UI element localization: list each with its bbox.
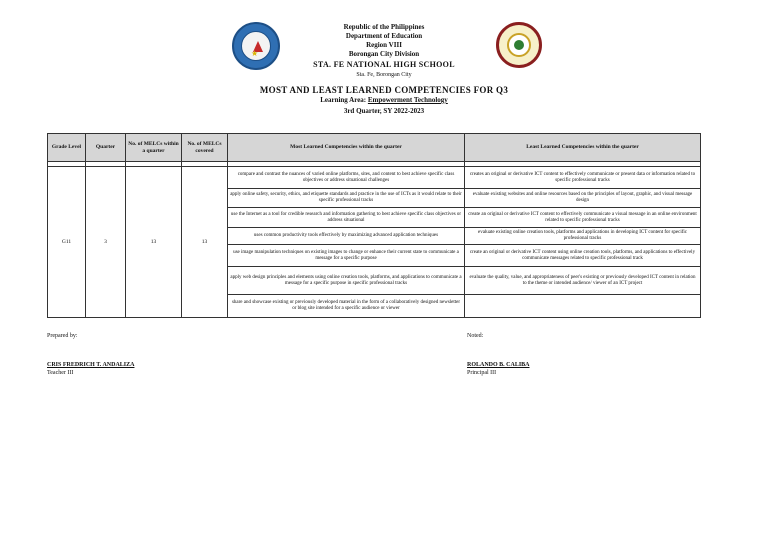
- header-least-learned: Least Learned Competencies within the quarter: [465, 134, 701, 162]
- cell-least-learned: creates an original or derivative ICT content to effectively communicate or present data or information related to specific professional tracks: [465, 167, 701, 189]
- cell-least-learned: evaluate existing websites and online resources based on the principles of layout, graphic, and visual message design: [465, 189, 701, 208]
- document-title: MOST AND LEAST LEARNED COMPETENCIES FOR Q3: [259, 85, 509, 95]
- header-department: Department of Education: [345, 32, 423, 40]
- noted-by-name: ROLANDO B. CALIBA: [467, 362, 530, 368]
- prepared-by-label: Prepared by:: [47, 333, 78, 339]
- cell-melcs-covered: 13: [182, 167, 228, 318]
- prepared-by-title: Teacher III: [47, 370, 74, 376]
- cell-most-learned: use the Internet as a tool for credible research and information gathering to best achieve specific class objectives or address situational: [228, 208, 465, 228]
- header-melcs-covered: No. of MELCs covered: [182, 134, 228, 162]
- header-quarter: Quarter: [86, 134, 126, 162]
- noted-label: Noted:: [467, 333, 484, 339]
- cell-most-learned: apply web design principles and elements using online creation tools, platforms, and applications to communicate a message for a specific purpose in specific professional tracks: [228, 267, 465, 295]
- header-region: Region VIII: [366, 41, 402, 49]
- learning-area: [0, 97, 768, 104]
- cell-most-learned: compare and contrast the nuances of varied online platforms, sites, and content to best achieve specific class objectives or address situational challenges: [228, 167, 465, 189]
- cell-least-learned: [465, 295, 701, 318]
- cell-least-learned: create an original or derivative ICT content using online creation tools, platforms, and applications to effectively communicate messages related to specific professional track: [465, 245, 701, 267]
- cell-grade-level: G11: [48, 167, 86, 318]
- quarter-period: 3rd Quarter, SY 2022-2023: [343, 107, 425, 115]
- header-grade-level: Grade Level: [48, 134, 86, 162]
- table-header-row: [48, 134, 701, 162]
- cell-quarter: 3: [86, 167, 126, 318]
- cell-least-learned: create an original or derivative ICT content to effectively communicate a visual message in an online environment related to specific professional tracks: [465, 208, 701, 228]
- cell-most-learned: use image manipulation techniques on existing images to change or enhance their current state to communicate a message for a specific purpose: [228, 245, 465, 267]
- cell-most-learned: apply online safety, security, ethics, and etiquette standards and practice in the use of ICTs as it would relate to their specific professional tracks: [228, 189, 465, 208]
- header-address: Sta. Fe, Borongan City: [356, 72, 412, 78]
- cell-least-learned: evaluate existing online creation tools, platforms and applications in developing ICT content for specific professional tracks: [465, 228, 701, 245]
- cell-least-learned: evaluate the quality, value, and appropriateness of peer's existing or previously developed ICT content in relation to the theme or intended audience/ viewer of an ICT project: [465, 267, 701, 295]
- cell-melcs-within: 13: [126, 167, 182, 318]
- header-most-learned: Most Learned Competencies within the quarter: [228, 134, 465, 162]
- prepared-by-name: CRIS FREDRICH T. ANDALIZA: [47, 362, 135, 368]
- learning-area-label: Learning Area:: [320, 96, 368, 104]
- competencies-table: [47, 133, 701, 318]
- learning-area-value: Empowerment Technology: [367, 96, 448, 104]
- header-melcs-within: No. of MELCs within a quarter: [126, 134, 182, 162]
- cell-most-learned: uses common productivity tools effectively by maximizing advanced application techniques: [228, 228, 465, 245]
- table-row: [48, 167, 701, 189]
- deped-seal-logo: ★: [232, 22, 280, 70]
- header-division: Borongan City Division: [348, 50, 420, 58]
- header-school-name: STA. FE NATIONAL HIGH SCHOOL: [313, 60, 455, 69]
- noted-by-title: Principal III: [467, 370, 497, 376]
- header-republic: Republic of the Philippines: [343, 23, 425, 31]
- cell-most-learned: share and showcase existing or previously developed material in the form of a collaboratively designed newsletter or blog site intended for a specific audience or viewer: [228, 295, 465, 318]
